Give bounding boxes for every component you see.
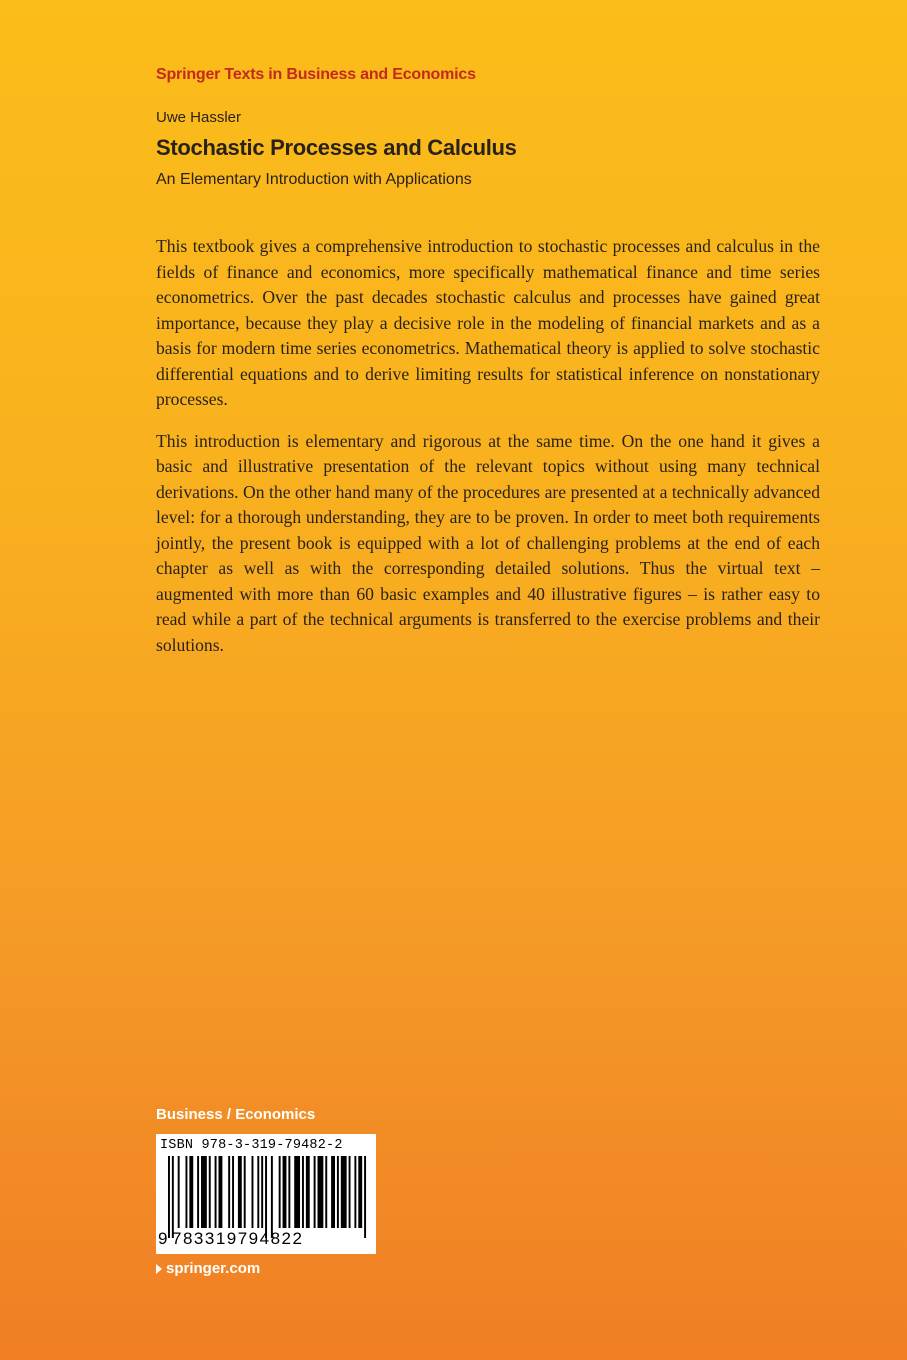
series-name: Springer Texts in Business and Economics <box>156 66 476 83</box>
barcode-bar <box>197 1156 199 1228</box>
ean-digits <box>158 1229 374 1249</box>
barcode-bar <box>244 1156 246 1228</box>
barcode-bar <box>306 1156 310 1228</box>
barcode-bar <box>341 1156 347 1228</box>
barcode-bar <box>265 1156 267 1238</box>
book-subtitle: An Elementary Introduction with Applications <box>156 171 472 188</box>
barcode-bar <box>168 1156 170 1238</box>
barcode-bar <box>349 1156 351 1228</box>
barcode-bar <box>185 1156 187 1228</box>
barcode-bar <box>358 1156 362 1228</box>
barcode-bar <box>314 1156 316 1228</box>
blurb-paragraph-1: This textbook gives a comprehensive introduction to stochastic processes and calculus in the fields of finance and economics, more specifically mathematical finance and time series econometrics. Over the past decades stochastic calculus and processes have gained great importance, because they play a decisive role in the modeling of financial markets and as a basis for modern time series econometrics. Mathematical theory is applied to solve stochastic differential equations and to derive limiting results for statistical inference on nonstationary processes. <box>156 236 820 409</box>
barcode-bar <box>257 1156 259 1228</box>
barcode-bar <box>283 1156 287 1228</box>
isbn-label: ISBN 978-3-319-79482-2 <box>160 1138 343 1153</box>
barcode-bar <box>201 1156 207 1228</box>
barcode-bars <box>168 1156 368 1238</box>
barcode-bar <box>354 1156 356 1228</box>
barcode-bar <box>172 1156 174 1238</box>
barcode-bar <box>364 1156 366 1238</box>
springer-website[interactable] <box>156 1260 260 1277</box>
book-title: Stochastic Processes and Calculus <box>156 135 517 160</box>
ean-first-digit: 9 <box>158 1229 169 1248</box>
subject-category: Business / Economics <box>156 1106 316 1123</box>
barcode-bar <box>238 1156 242 1228</box>
barcode-bar <box>294 1156 300 1228</box>
barcode-bar <box>178 1156 180 1228</box>
barcode-bar <box>215 1156 217 1228</box>
blurb-paragraph-2: This introduction is elementary and rigorous at the same time. On the one hand it gives a basic and illustrative presentation of the relevant topics without using many technical derivations. On the other hand many of the procedures are presented at a technically advanced level: for a thorough understanding, they are to be proven. In order to meet both requirements jointly, the present book is equipped with a lot of challenging problems at the end of each chapter as well as with the corresponding detailed solutions. Thus the virtual text – augmented with more than 60 basic examples and 40 illustrative figures – is rather easy to read while a part of the technical arguments is transferred to the exercise problems and their solutions. <box>156 430 820 655</box>
author-name: Uwe Hassler <box>156 109 242 126</box>
barcode-bar <box>288 1156 290 1228</box>
barcode-bar <box>337 1156 339 1228</box>
barcode-bar <box>209 1156 211 1228</box>
barcode-bar <box>218 1156 222 1228</box>
barcode-bar <box>331 1156 335 1228</box>
barcode-bar <box>318 1156 324 1228</box>
barcode-bar <box>252 1156 254 1228</box>
barcode-bar <box>279 1156 281 1228</box>
barcode-bar <box>302 1156 304 1228</box>
website-text: springer.com <box>166 1260 261 1277</box>
barcode-bar <box>228 1156 230 1228</box>
barcode-bar <box>325 1156 327 1228</box>
barcode-bar <box>261 1156 263 1228</box>
arrow-right-icon <box>156 1264 162 1274</box>
isbn-barcode <box>156 1134 376 1254</box>
barcode-bar <box>189 1156 193 1228</box>
barcode-bar <box>232 1156 234 1228</box>
ean-rest-digits: 783319794822 <box>172 1229 304 1248</box>
back-cover-blurb <box>156 234 820 674</box>
barcode-bar <box>271 1156 273 1238</box>
